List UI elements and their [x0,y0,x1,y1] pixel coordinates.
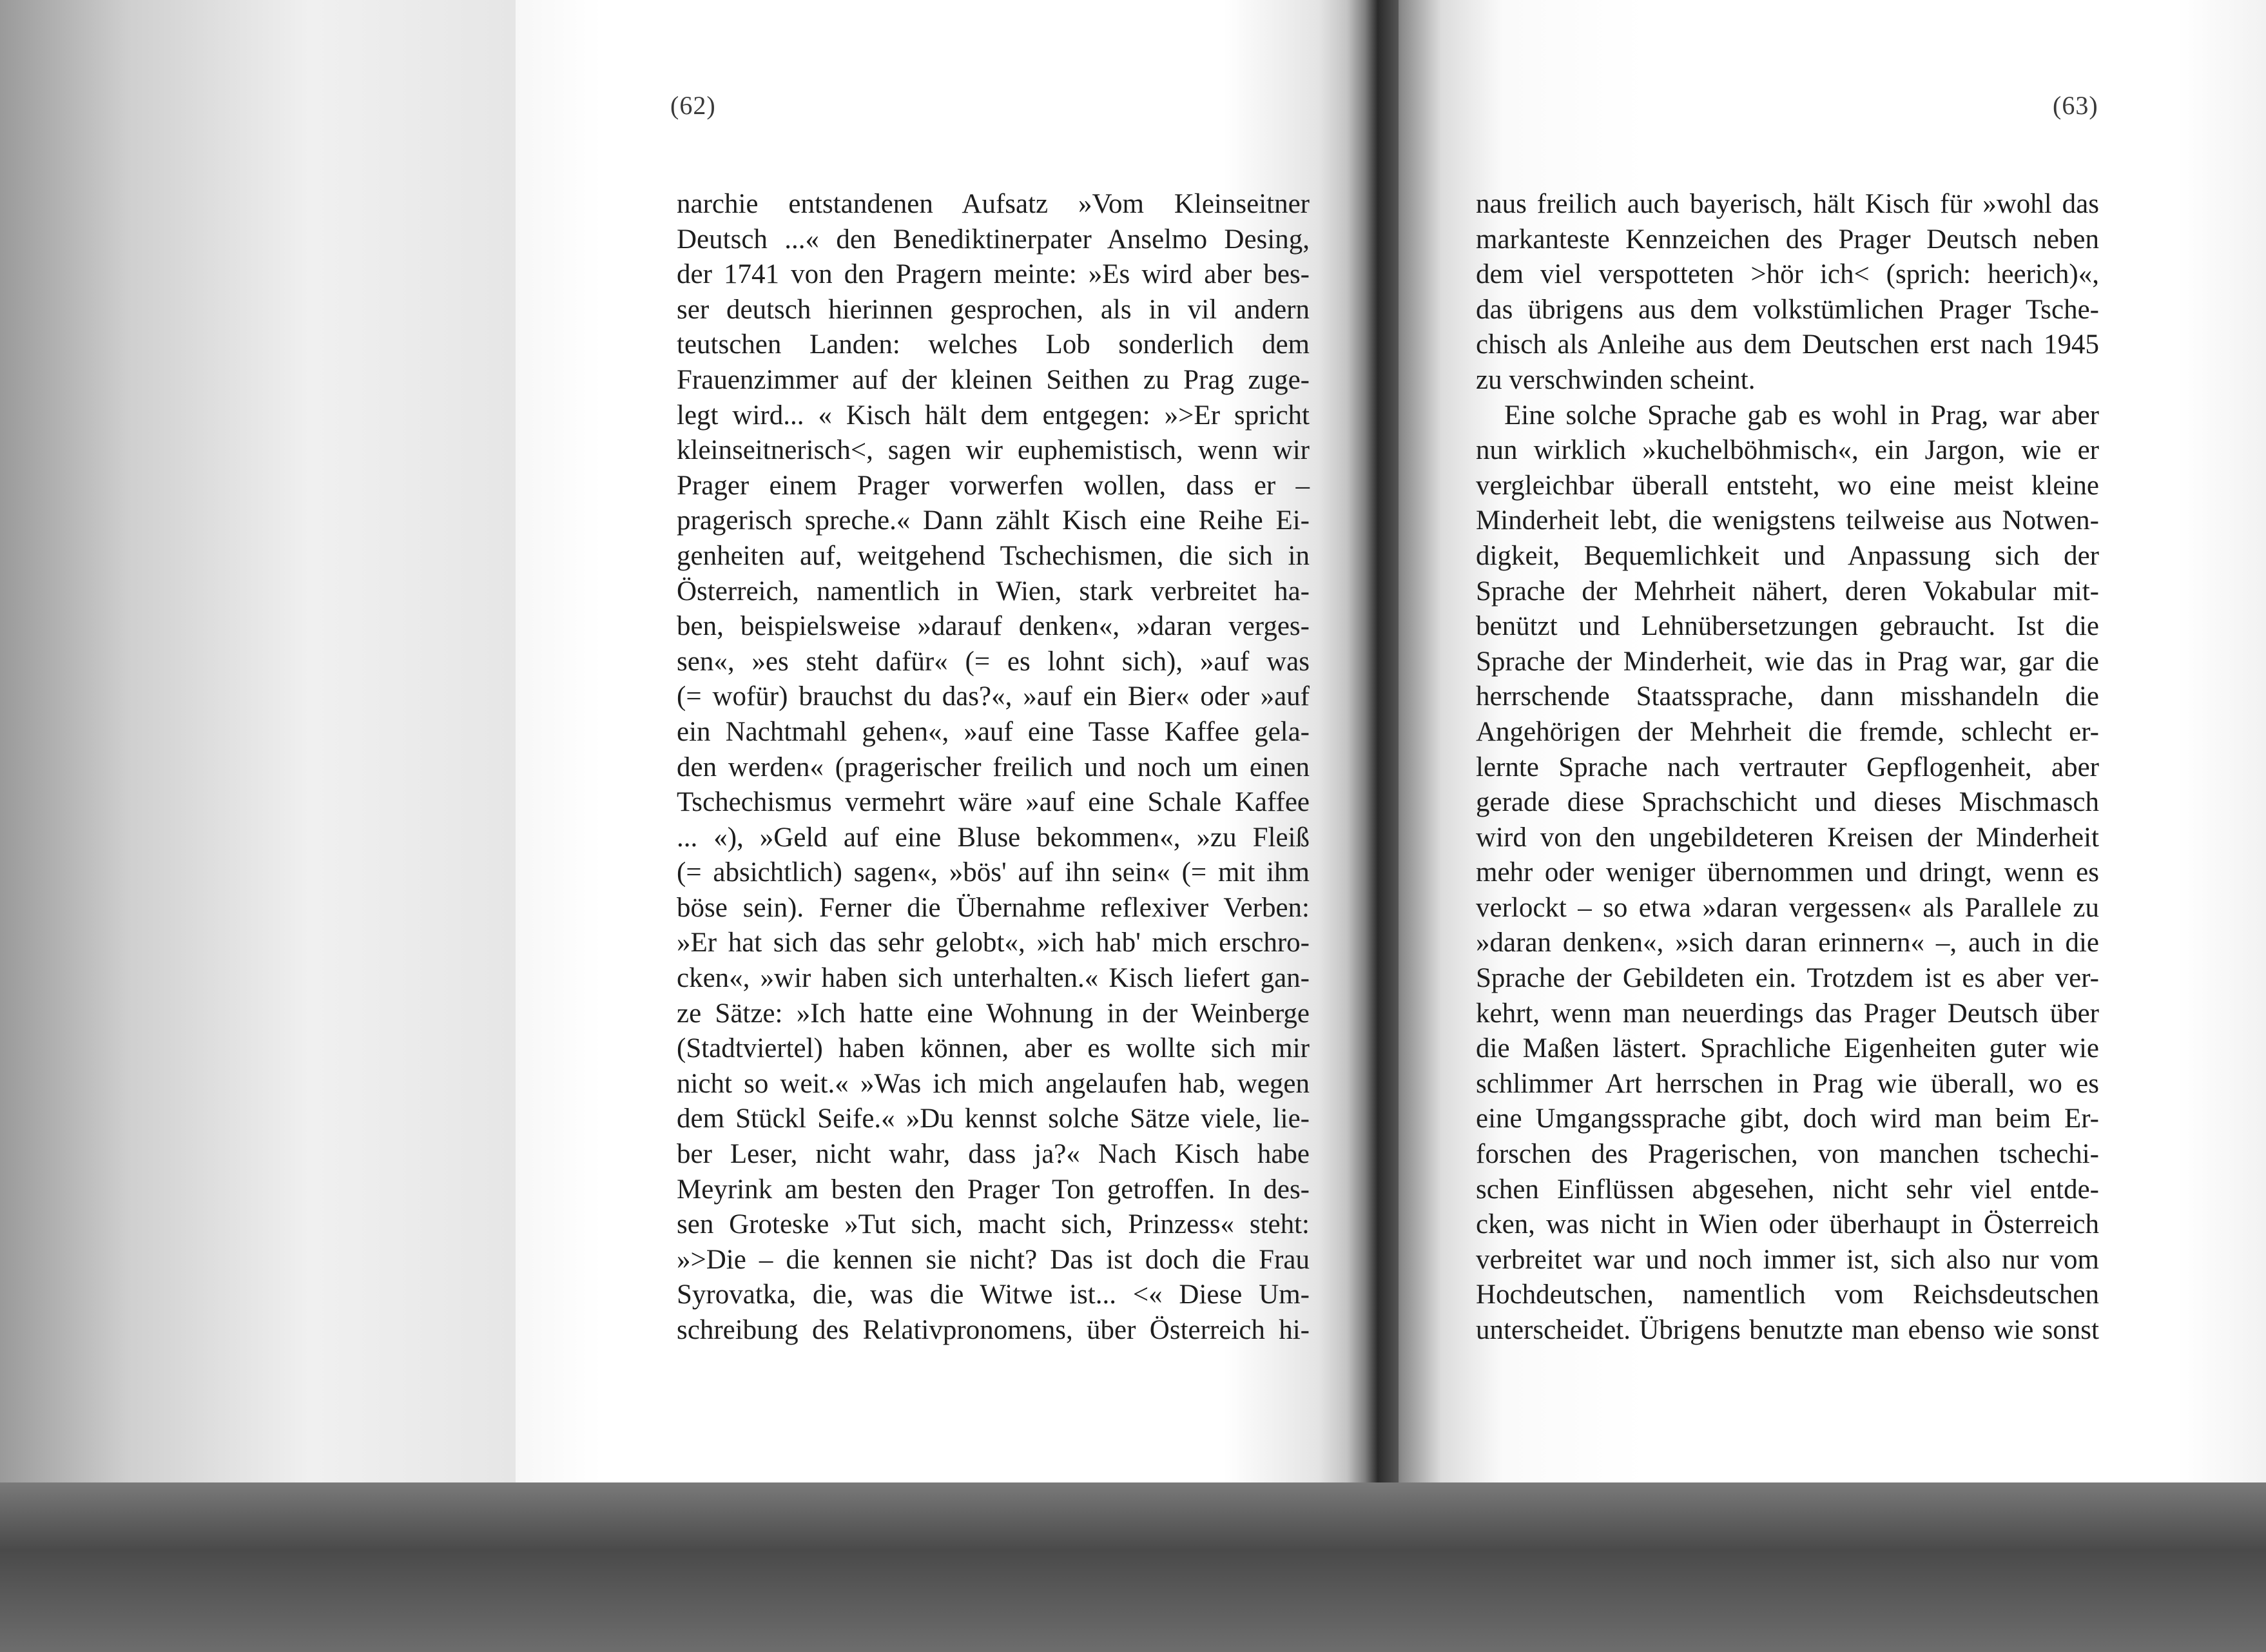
text-line: (Stadtviertel) haben können, aber es wollte sich mir [677,1033,1310,1064]
text-line: narchie entstandenen Aufsatz »Vom Kleinseitner [677,189,1310,219]
text-line: Sprache der Mehrheit nähert, deren Vokabular mit- [1476,576,2099,607]
text-line: nicht so weit.« »Was ich mich angelaufen hab, wegen [677,1068,1310,1099]
text-line: ze Sätze: »Ich hatte eine Wohnung in der Weinberge [677,998,1310,1029]
text-line: forschen des Pragerischen, von manchen tschechi- [1476,1139,2099,1170]
text-line: cken«, »wir haben sich unterhalten.« Kisch liefert gan- [677,963,1310,994]
right-page-text [1476,187,2099,1348]
text-line: Deutsch ...« den Benediktinerpater Anselmo Desing, [677,224,1310,255]
text-line: Prager einem Prager vorwerfen wollen, dass er – [677,470,1310,501]
text-line: Syrovatka, die, was die Witwe ist... <« Diese Um- [677,1279,1310,1310]
text-line: Sprache der Gebildeten ein. Trotzdem ist es aber ver- [1476,963,2099,994]
text-line: Meyrink am besten den Prager Ton getroffen. In des- [677,1174,1310,1205]
text-line: ser deutsch hierinnen gesprochen, als in vil andern [677,294,1310,325]
text-line: der 1741 von den Pragern meinte: »Es wird aber bes- [677,259,1310,290]
text-line: Frauenzimmer auf der kleinen Seithen zu Prag zuge- [677,364,1310,395]
text-line: böse sein). Ferner die Übernahme reflexiver Verben: [677,892,1310,923]
text-line: markanteste Kennzeichen des Prager Deutsch neben [1476,224,2099,255]
text-line: zu verschwinden scheint. [1476,364,1756,395]
text-line: das übrigens aus dem volkstümlichen Prager Tsche- [1476,294,2099,325]
text-line: ben, beispielsweise »darauf denken«, »daran verges- [677,611,1310,642]
text-line: ein Nachtmahl gehen«, »auf eine Tasse Kaffee gela- [677,716,1310,747]
text-line: dem Stückl Seife.« »Du kennst solche Sätze viele, lie- [677,1103,1310,1134]
text-line: ber Leser, nicht wahr, dass ja?« Nach Kisch habe [677,1139,1310,1170]
text-line: dem viel verspotteten >hör ich< (sprich: heerich)«, [1476,259,2099,290]
text-line: cken, was nicht in Wien oder überhaupt in Österreich [1476,1209,2099,1240]
text-line: unterscheidet. Übrigens benutzte man ebenso wie sonst [1476,1315,2099,1345]
text-line: den werden« (pragerischer freilich und noch um einen [677,752,1310,782]
left-page-text [677,187,1310,1348]
right-page-number: (63) [2053,91,2098,120]
text-line: mehr oder weniger übernommen und dringt, wenn es [1476,857,2099,888]
text-line: (= absichtlich) sagen«, »bös' auf ihn sein« (= mit ihm [677,857,1310,888]
left-page-fold [0,0,516,1502]
text-line: lernte Sprache nach vertrauter Gepflogenheit, aber [1476,752,2099,782]
left-page-number: (62) [670,91,716,120]
text-line: »>Die – die kennen sie nicht? Das ist doch die Frau [677,1244,1310,1275]
text-line: legt wird... « Kisch hält dem entgegen: »>Er spricht [677,400,1310,431]
text-line: sen«, »es steht dafür« (= es lohnt sich), »auf was [677,646,1310,677]
text-line: benützt und Lehnübersetzungen gebraucht. Ist die [1476,611,2099,642]
text-line: Angehörigen der Mehrheit die fremde, schlecht er- [1476,716,2099,747]
text-line: wird von den ungebildeteren Kreisen der Minderheit [1476,822,2099,853]
text-line: verlockt – so etwa »daran vergessen« als Parallele zu [1476,892,2099,923]
text-line: nun wirklich »kuchelböhmisch«, ein Jargon, wie er [1476,435,2099,466]
text-line: vergleichbar überall entsteht, wo eine meist kleine [1476,470,2099,501]
text-line: die Maßen lästert. Sprachliche Eigenheiten guter wie [1476,1033,2099,1064]
text-line: Eine solche Sprache gab es wohl in Prag, war aber [1504,400,2099,431]
text-line: sen Groteske »Tut sich, macht sich, Prinzess« steht: [677,1209,1310,1240]
text-line: verbreitet war und noch immer ist, sich also nur vom [1476,1244,2099,1275]
text-line: kehrt, wenn man neuerdings das Prager Deutsch über [1476,998,2099,1029]
book-gutter [1347,0,1399,1482]
text-line: gerade diese Sprachschicht und dieses Mischmasch [1476,787,2099,818]
text-line: schlimmer Art herrschen in Prag wie überall, wo es [1476,1068,2099,1099]
text-line: (= wofür) brauchst du das?«, »auf ein Bier« oder »auf [677,681,1310,712]
text-line: schreibung des Relativpronomens, über Österreich hi- [677,1315,1310,1345]
text-line: Sprache der Minderheit, wie das in Prag war, gar die [1476,646,2099,677]
text-line: genheiten auf, weitgehend Tschechismen, die sich in [677,540,1310,571]
text-line: schen Einflüssen abgesehen, nicht sehr viel entde- [1476,1174,2099,1205]
text-line: eine Umgangssprache gibt, doch wird man beim Er- [1476,1103,2099,1134]
text-line: ... «), »Geld auf eine Bluse bekommen«, »zu Fleiß [677,822,1310,853]
scan-bottom-shadow [0,1482,2266,1652]
text-line: Hochdeutschen, namentlich vom Reichsdeutschen [1476,1279,2099,1310]
text-line: »Er hat sich das sehr gelobt«, »ich hab' mich erschro- [677,928,1310,958]
text-line: herrschende Staatssprache, dann misshandeln die [1476,681,2099,712]
text-line: kleinseitnerisch<, sagen wir euphemistisch, wenn wir [677,435,1310,466]
text-line: chisch als Anleihe aus dem Deutschen erst nach 1945 [1476,329,2099,360]
text-line: pragerisch spreche.« Dann zählt Kisch eine Reihe Ei- [677,505,1310,536]
text-line: »daran denken«, »sich daran erinnern« –, auch in die [1476,928,2099,958]
text-line: Tschechismus vermehrt wäre »auf eine Schale Kaffee [677,787,1310,818]
text-line: Österreich, namentlich in Wien, stark verbreitet ha- [677,576,1310,607]
text-line: Minderheit lebt, die wenigstens teilweise aus Notwen- [1476,505,2099,536]
text-line: teutschen Landen: welches Lob sonderlich dem [677,329,1310,360]
text-line: digkeit, Bequemlichkeit und Anpassung sich der [1476,540,2099,571]
text-line: naus freilich auch bayerisch, hält Kisch für »wohl das [1476,189,2099,219]
